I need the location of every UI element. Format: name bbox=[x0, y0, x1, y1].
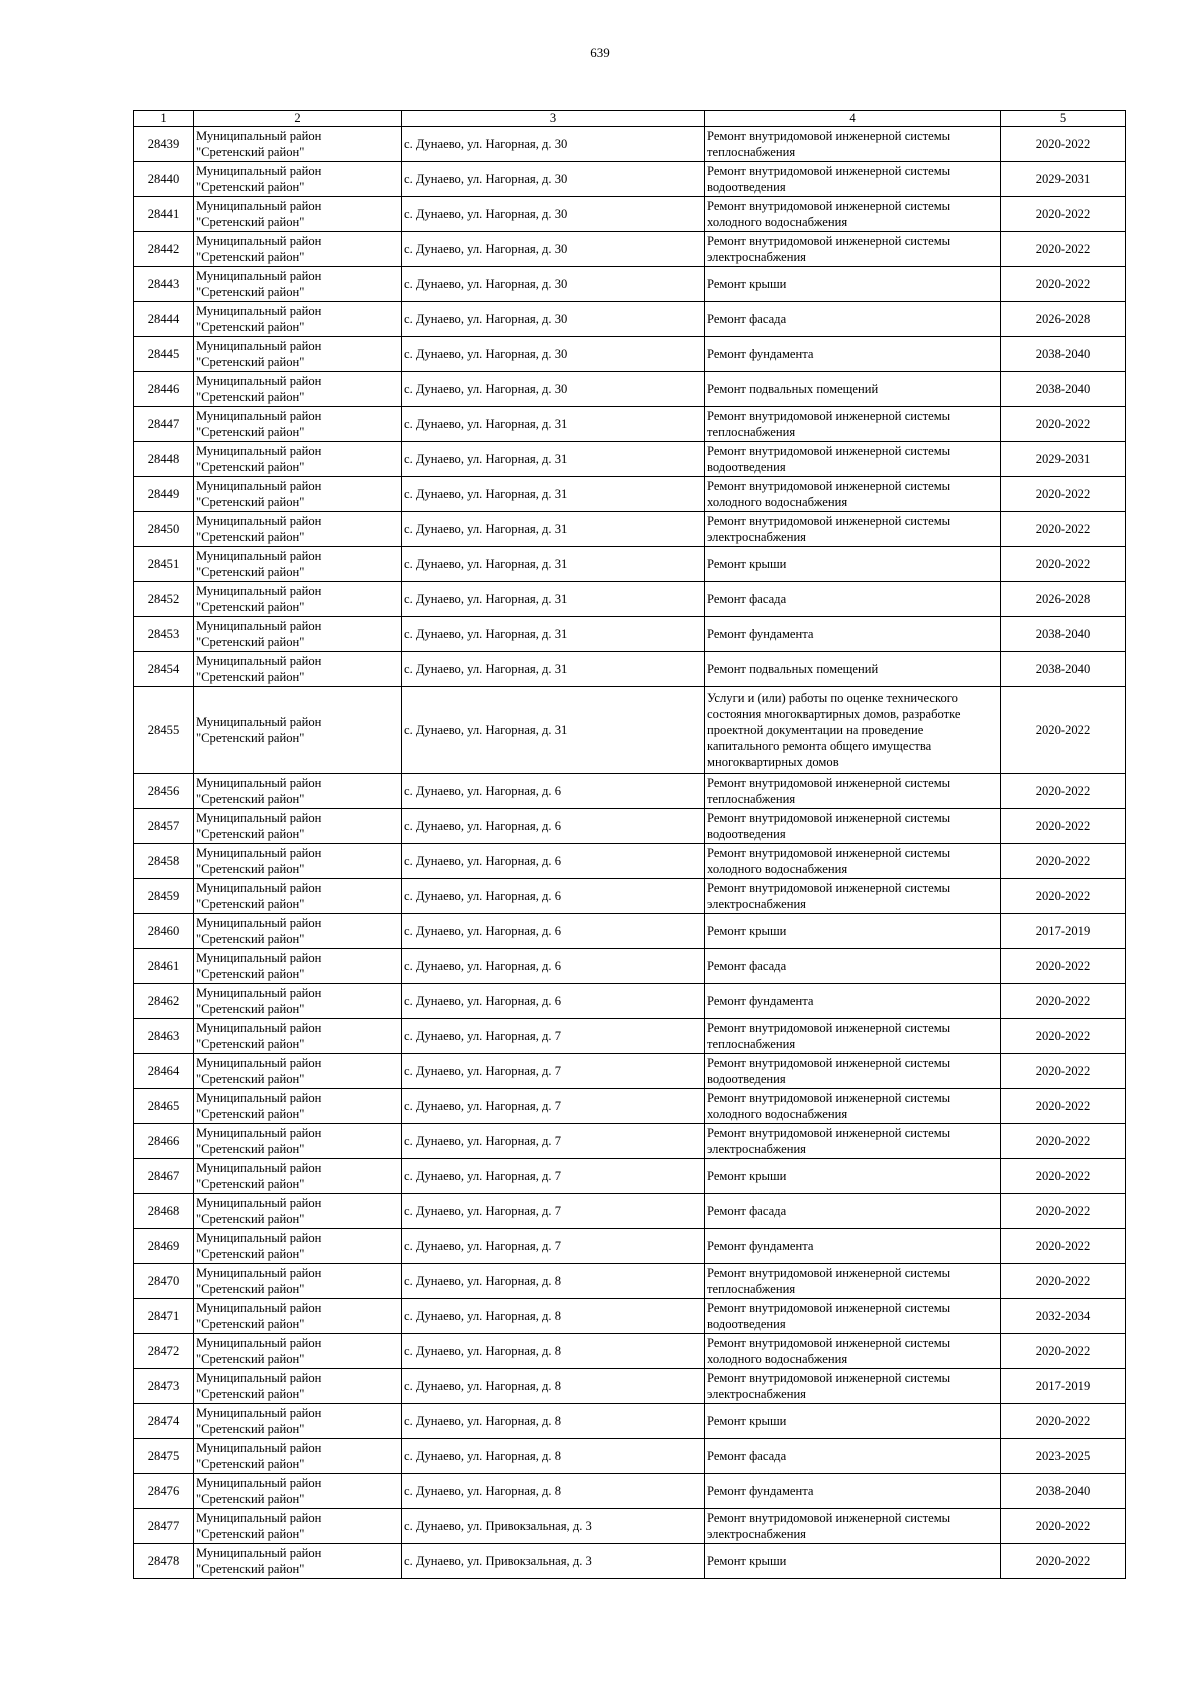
table-row bbox=[134, 809, 1126, 844]
table-row bbox=[134, 1264, 1126, 1299]
building-address: с. Дунаево, ул. Нагорная, д. 31 bbox=[402, 442, 705, 477]
work-type: Ремонт подвальных помещений bbox=[705, 652, 1001, 687]
municipal-district: Муниципальный район "Сретенский район" bbox=[194, 267, 402, 302]
municipal-district: Муниципальный район "Сретенский район" bbox=[194, 197, 402, 232]
planned-period: 2038-2040 bbox=[1001, 337, 1126, 372]
table-row bbox=[134, 1439, 1126, 1474]
planned-period: 2023-2025 bbox=[1001, 1439, 1126, 1474]
row-number: 28475 bbox=[134, 1439, 194, 1474]
municipal-district: Муниципальный район "Сретенский район" bbox=[194, 844, 402, 879]
table-row bbox=[134, 1404, 1126, 1439]
building-address: с. Дунаево, ул. Нагорная, д. 6 bbox=[402, 774, 705, 809]
work-type: Ремонт внутридомовой инженерной системы теплоснабжения bbox=[705, 1264, 1001, 1299]
work-type: Ремонт фундамента bbox=[705, 617, 1001, 652]
row-number: 28443 bbox=[134, 267, 194, 302]
work-type: Ремонт фундамента bbox=[705, 1474, 1001, 1509]
building-address: с. Дунаево, ул. Нагорная, д. 8 bbox=[402, 1369, 705, 1404]
header-row bbox=[134, 111, 1126, 127]
planned-period: 2020-2022 bbox=[1001, 1544, 1126, 1579]
municipal-district: Муниципальный район "Сретенский район" bbox=[194, 1369, 402, 1404]
column-header-1: 1 bbox=[134, 111, 194, 127]
municipal-district: Муниципальный район "Сретенский район" bbox=[194, 809, 402, 844]
building-address: с. Дунаево, ул. Нагорная, д. 6 bbox=[402, 984, 705, 1019]
work-type: Ремонт крыши bbox=[705, 1544, 1001, 1579]
row-number: 28442 bbox=[134, 232, 194, 267]
row-number: 28457 bbox=[134, 809, 194, 844]
municipal-district: Муниципальный район "Сретенский район" bbox=[194, 914, 402, 949]
row-number: 28446 bbox=[134, 372, 194, 407]
planned-period: 2038-2040 bbox=[1001, 1474, 1126, 1509]
building-address: с. Дунаево, ул. Нагорная, д. 30 bbox=[402, 232, 705, 267]
municipal-district: Муниципальный район "Сретенский район" bbox=[194, 1404, 402, 1439]
municipal-district: Муниципальный район "Сретенский район" bbox=[194, 337, 402, 372]
planned-period: 2020-2022 bbox=[1001, 1229, 1126, 1264]
row-number: 28447 bbox=[134, 407, 194, 442]
table-row bbox=[134, 512, 1126, 547]
work-type: Ремонт фундамента bbox=[705, 337, 1001, 372]
work-type: Ремонт внутридомовой инженерной системы теплоснабжения bbox=[705, 407, 1001, 442]
table-row bbox=[134, 1159, 1126, 1194]
table-row bbox=[134, 949, 1126, 984]
row-number: 28471 bbox=[134, 1299, 194, 1334]
table-row bbox=[134, 582, 1126, 617]
work-type: Ремонт внутридомовой инженерной системы электроснабжения bbox=[705, 1509, 1001, 1544]
work-type: Ремонт крыши bbox=[705, 1404, 1001, 1439]
municipal-district: Муниципальный район "Сретенский район" bbox=[194, 1019, 402, 1054]
building-address: с. Дунаево, ул. Нагорная, д. 7 bbox=[402, 1194, 705, 1229]
planned-period: 2020-2022 bbox=[1001, 1159, 1126, 1194]
work-type: Ремонт фундамента bbox=[705, 984, 1001, 1019]
planned-period: 2026-2028 bbox=[1001, 582, 1126, 617]
table-row bbox=[134, 1124, 1126, 1159]
building-address: с. Дунаево, ул. Нагорная, д. 31 bbox=[402, 477, 705, 512]
building-address: с. Дунаево, ул. Нагорная, д. 6 bbox=[402, 844, 705, 879]
table-row bbox=[134, 337, 1126, 372]
work-type: Ремонт внутридомовой инженерной системы водоотведения bbox=[705, 809, 1001, 844]
municipal-district: Муниципальный район "Сретенский район" bbox=[194, 617, 402, 652]
work-type: Ремонт внутридомовой инженерной системы водоотведения bbox=[705, 1299, 1001, 1334]
column-header-2: 2 bbox=[194, 111, 402, 127]
table-row bbox=[134, 372, 1126, 407]
work-type: Ремонт внутридомовой инженерной системы холодного водоснабжения bbox=[705, 197, 1001, 232]
table-row bbox=[134, 127, 1126, 162]
work-type: Ремонт фасада bbox=[705, 302, 1001, 337]
row-number: 28464 bbox=[134, 1054, 194, 1089]
building-address: с. Дунаево, ул. Нагорная, д. 8 bbox=[402, 1299, 705, 1334]
row-number: 28458 bbox=[134, 844, 194, 879]
building-address: с. Дунаево, ул. Привокзальная, д. 3 bbox=[402, 1509, 705, 1544]
row-number: 28461 bbox=[134, 949, 194, 984]
building-address: с. Дунаево, ул. Нагорная, д. 31 bbox=[402, 512, 705, 547]
row-number: 28444 bbox=[134, 302, 194, 337]
row-number: 28448 bbox=[134, 442, 194, 477]
work-type: Ремонт внутридомовой инженерной системы водоотведения bbox=[705, 162, 1001, 197]
work-type: Ремонт внутридомовой инженерной системы электроснабжения bbox=[705, 1124, 1001, 1159]
table-row bbox=[134, 1194, 1126, 1229]
table-row bbox=[134, 232, 1126, 267]
table-row bbox=[134, 617, 1126, 652]
planned-period: 2020-2022 bbox=[1001, 1019, 1126, 1054]
planned-period: 2020-2022 bbox=[1001, 547, 1126, 582]
table-row bbox=[134, 1544, 1126, 1579]
municipal-district: Муниципальный район "Сретенский район" bbox=[194, 1509, 402, 1544]
row-number: 28451 bbox=[134, 547, 194, 582]
building-address: с. Дунаево, ул. Нагорная, д. 7 bbox=[402, 1229, 705, 1264]
table-row bbox=[134, 162, 1126, 197]
building-address: с. Дунаево, ул. Нагорная, д. 8 bbox=[402, 1474, 705, 1509]
planned-period: 2029-2031 bbox=[1001, 442, 1126, 477]
row-number: 28449 bbox=[134, 477, 194, 512]
row-number: 28463 bbox=[134, 1019, 194, 1054]
planned-period: 2038-2040 bbox=[1001, 617, 1126, 652]
municipal-district: Муниципальный район "Сретенский район" bbox=[194, 582, 402, 617]
municipal-district: Муниципальный район "Сретенский район" bbox=[194, 1089, 402, 1124]
row-number: 28467 bbox=[134, 1159, 194, 1194]
building-address: с. Дунаево, ул. Нагорная, д. 7 bbox=[402, 1089, 705, 1124]
municipal-district: Муниципальный район "Сретенский район" bbox=[194, 162, 402, 197]
building-address: с. Дунаево, ул. Нагорная, д. 6 bbox=[402, 949, 705, 984]
work-type: Ремонт крыши bbox=[705, 914, 1001, 949]
planned-period: 2038-2040 bbox=[1001, 652, 1126, 687]
page-number: 639 bbox=[590, 45, 610, 60]
work-type: Ремонт внутридомовой инженерной системы электроснабжения bbox=[705, 879, 1001, 914]
table-row bbox=[134, 1509, 1126, 1544]
municipal-district: Муниципальный район "Сретенский район" bbox=[194, 1439, 402, 1474]
planned-period: 2017-2019 bbox=[1001, 1369, 1126, 1404]
table-row bbox=[134, 1474, 1126, 1509]
row-number: 28472 bbox=[134, 1334, 194, 1369]
row-number: 28478 bbox=[134, 1544, 194, 1579]
table-row bbox=[134, 267, 1126, 302]
municipal-district: Муниципальный район "Сретенский район" bbox=[194, 372, 402, 407]
building-address: с. Дунаево, ул. Нагорная, д. 7 bbox=[402, 1159, 705, 1194]
planned-period: 2029-2031 bbox=[1001, 162, 1126, 197]
table-header bbox=[134, 111, 1126, 127]
building-address: с. Дунаево, ул. Привокзальная, д. 3 bbox=[402, 1544, 705, 1579]
municipal-district: Муниципальный район "Сретенский район" bbox=[194, 1194, 402, 1229]
building-address: с. Дунаево, ул. Нагорная, д. 30 bbox=[402, 337, 705, 372]
municipal-district: Муниципальный район "Сретенский район" bbox=[194, 1229, 402, 1264]
planned-period: 2020-2022 bbox=[1001, 879, 1126, 914]
planned-period: 2020-2022 bbox=[1001, 1194, 1126, 1229]
work-type: Ремонт внутридомовой инженерной системы теплоснабжения bbox=[705, 774, 1001, 809]
work-type: Ремонт фасада bbox=[705, 949, 1001, 984]
building-address: с. Дунаево, ул. Нагорная, д. 31 bbox=[402, 582, 705, 617]
building-address: с. Дунаево, ул. Нагорная, д. 31 bbox=[402, 617, 705, 652]
work-type: Ремонт внутридомовой инженерной системы холодного водоснабжения bbox=[705, 1334, 1001, 1369]
municipal-district: Муниципальный район "Сретенский район" bbox=[194, 477, 402, 512]
municipal-district: Муниципальный район "Сретенский район" bbox=[194, 1544, 402, 1579]
building-address: с. Дунаево, ул. Нагорная, д. 7 bbox=[402, 1054, 705, 1089]
building-address: с. Дунаево, ул. Нагорная, д. 6 bbox=[402, 809, 705, 844]
planned-period: 2020-2022 bbox=[1001, 1124, 1126, 1159]
table-row bbox=[134, 547, 1126, 582]
building-address: с. Дунаево, ул. Нагорная, д. 30 bbox=[402, 197, 705, 232]
planned-period: 2020-2022 bbox=[1001, 1334, 1126, 1369]
planned-period: 2026-2028 bbox=[1001, 302, 1126, 337]
capital-repair-register-table bbox=[133, 110, 1126, 1579]
table-row bbox=[134, 1089, 1126, 1124]
row-number: 28460 bbox=[134, 914, 194, 949]
planned-period: 2020-2022 bbox=[1001, 949, 1126, 984]
municipal-district: Муниципальный район "Сретенский район" bbox=[194, 407, 402, 442]
municipal-district: Муниципальный район "Сретенский район" bbox=[194, 1474, 402, 1509]
municipal-district: Муниципальный район "Сретенский район" bbox=[194, 774, 402, 809]
planned-period: 2020-2022 bbox=[1001, 407, 1126, 442]
municipal-district: Муниципальный район "Сретенский район" bbox=[194, 949, 402, 984]
planned-period: 2020-2022 bbox=[1001, 774, 1126, 809]
table-row bbox=[134, 914, 1126, 949]
municipal-district: Муниципальный район "Сретенский район" bbox=[194, 652, 402, 687]
row-number: 28468 bbox=[134, 1194, 194, 1229]
building-address: с. Дунаево, ул. Нагорная, д. 8 bbox=[402, 1404, 705, 1439]
building-address: с. Дунаево, ул. Нагорная, д. 31 bbox=[402, 652, 705, 687]
table-row bbox=[134, 477, 1126, 512]
municipal-district: Муниципальный район "Сретенский район" bbox=[194, 127, 402, 162]
planned-period: 2020-2022 bbox=[1001, 1089, 1126, 1124]
planned-period: 2020-2022 bbox=[1001, 512, 1126, 547]
municipal-district: Муниципальный район "Сретенский район" bbox=[194, 1124, 402, 1159]
municipal-district: Муниципальный район "Сретенский район" bbox=[194, 1299, 402, 1334]
row-number: 28445 bbox=[134, 337, 194, 372]
building-address: с. Дунаево, ул. Нагорная, д. 30 bbox=[402, 127, 705, 162]
planned-period: 2020-2022 bbox=[1001, 1404, 1126, 1439]
table-row bbox=[134, 1229, 1126, 1264]
row-number: 28477 bbox=[134, 1509, 194, 1544]
building-address: с. Дунаево, ул. Нагорная, д. 30 bbox=[402, 372, 705, 407]
row-number: 28476 bbox=[134, 1474, 194, 1509]
planned-period: 2020-2022 bbox=[1001, 1264, 1126, 1299]
table-row bbox=[134, 652, 1126, 687]
municipal-district: Муниципальный район "Сретенский район" bbox=[194, 1054, 402, 1089]
building-address: с. Дунаево, ул. Нагорная, д. 31 bbox=[402, 687, 705, 774]
row-number: 28474 bbox=[134, 1404, 194, 1439]
row-number: 28473 bbox=[134, 1369, 194, 1404]
row-number: 28455 bbox=[134, 687, 194, 774]
work-type: Ремонт крыши bbox=[705, 547, 1001, 582]
row-number: 28470 bbox=[134, 1264, 194, 1299]
municipal-district: Муниципальный район "Сретенский район" bbox=[194, 1159, 402, 1194]
row-number: 28453 bbox=[134, 617, 194, 652]
municipal-district: Муниципальный район "Сретенский район" bbox=[194, 512, 402, 547]
building-address: с. Дунаево, ул. Нагорная, д. 30 bbox=[402, 162, 705, 197]
work-type: Ремонт крыши bbox=[705, 1159, 1001, 1194]
building-address: с. Дунаево, ул. Нагорная, д. 8 bbox=[402, 1334, 705, 1369]
municipal-district: Муниципальный район "Сретенский район" bbox=[194, 547, 402, 582]
table-row bbox=[134, 1369, 1126, 1404]
building-address: с. Дунаево, ул. Нагорная, д. 7 bbox=[402, 1124, 705, 1159]
building-address: с. Дунаево, ул. Нагорная, д. 6 bbox=[402, 914, 705, 949]
planned-period: 2020-2022 bbox=[1001, 687, 1126, 774]
table-row bbox=[134, 774, 1126, 809]
municipal-district: Муниципальный район "Сретенский район" bbox=[194, 302, 402, 337]
table-row bbox=[134, 302, 1126, 337]
work-type: Ремонт внутридомовой инженерной системы холодного водоснабжения bbox=[705, 844, 1001, 879]
work-type: Ремонт внутридомовой инженерной системы электроснабжения bbox=[705, 512, 1001, 547]
work-type: Ремонт фасада bbox=[705, 1194, 1001, 1229]
work-type: Ремонт фасада bbox=[705, 1439, 1001, 1474]
planned-period: 2020-2022 bbox=[1001, 267, 1126, 302]
work-type: Ремонт подвальных помещений bbox=[705, 372, 1001, 407]
work-type: Ремонт фасада bbox=[705, 582, 1001, 617]
row-number: 28439 bbox=[134, 127, 194, 162]
building-address: с. Дунаево, ул. Нагорная, д. 31 bbox=[402, 547, 705, 582]
column-header-3: 3 bbox=[402, 111, 705, 127]
building-address: с. Дунаево, ул. Нагорная, д. 30 bbox=[402, 267, 705, 302]
table-row bbox=[134, 687, 1126, 774]
row-number: 28440 bbox=[134, 162, 194, 197]
planned-period: 2038-2040 bbox=[1001, 372, 1126, 407]
work-type: Ремонт внутридомовой инженерной системы теплоснабжения bbox=[705, 127, 1001, 162]
table-row bbox=[134, 407, 1126, 442]
planned-period: 2020-2022 bbox=[1001, 984, 1126, 1019]
row-number: 28462 bbox=[134, 984, 194, 1019]
table-row bbox=[134, 197, 1126, 232]
municipal-district: Муниципальный район "Сретенский район" bbox=[194, 442, 402, 477]
row-number: 28465 bbox=[134, 1089, 194, 1124]
table-row bbox=[134, 1334, 1126, 1369]
row-number: 28466 bbox=[134, 1124, 194, 1159]
work-type: Ремонт внутридомовой инженерной системы теплоснабжения bbox=[705, 1019, 1001, 1054]
building-address: с. Дунаево, ул. Нагорная, д. 30 bbox=[402, 302, 705, 337]
work-type: Ремонт крыши bbox=[705, 267, 1001, 302]
table-row bbox=[134, 1019, 1126, 1054]
building-address: с. Дунаево, ул. Нагорная, д. 8 bbox=[402, 1264, 705, 1299]
row-number: 28454 bbox=[134, 652, 194, 687]
planned-period: 2020-2022 bbox=[1001, 1509, 1126, 1544]
work-type: Ремонт внутридомовой инженерной системы водоотведения bbox=[705, 442, 1001, 477]
column-header-5: 5 bbox=[1001, 111, 1126, 127]
planned-period: 2020-2022 bbox=[1001, 1054, 1126, 1089]
row-number: 28450 bbox=[134, 512, 194, 547]
row-number: 28469 bbox=[134, 1229, 194, 1264]
planned-period: 2020-2022 bbox=[1001, 197, 1126, 232]
building-address: с. Дунаево, ул. Нагорная, д. 6 bbox=[402, 879, 705, 914]
row-number: 28459 bbox=[134, 879, 194, 914]
building-address: с. Дунаево, ул. Нагорная, д. 7 bbox=[402, 1019, 705, 1054]
municipal-district: Муниципальный район "Сретенский район" bbox=[194, 1264, 402, 1299]
table-row bbox=[134, 844, 1126, 879]
row-number: 28456 bbox=[134, 774, 194, 809]
planned-period: 2020-2022 bbox=[1001, 232, 1126, 267]
row-number: 28452 bbox=[134, 582, 194, 617]
table-row bbox=[134, 984, 1126, 1019]
municipal-district: Муниципальный район "Сретенский район" bbox=[194, 687, 402, 774]
work-type: Ремонт внутридомовой инженерной системы холодного водоснабжения bbox=[705, 1089, 1001, 1124]
work-type: Ремонт внутридомовой инженерной системы холодного водоснабжения bbox=[705, 477, 1001, 512]
building-address: с. Дунаево, ул. Нагорная, д. 31 bbox=[402, 407, 705, 442]
work-type: Ремонт фундамента bbox=[705, 1229, 1001, 1264]
row-number: 28441 bbox=[134, 197, 194, 232]
table-row bbox=[134, 1054, 1126, 1089]
municipal-district: Муниципальный район "Сретенский район" bbox=[194, 879, 402, 914]
work-type: Услуги и (или) работы по оценке технического состояния многоквартирных домов, разработке проектной документации на проведение капитального ремонта общего имущества многоквартирных домов bbox=[705, 687, 1001, 774]
work-type: Ремонт внутридомовой инженерной системы электроснабжения bbox=[705, 232, 1001, 267]
table-row bbox=[134, 1299, 1126, 1334]
work-type: Ремонт внутридомовой инженерной системы электроснабжения bbox=[705, 1369, 1001, 1404]
municipal-district: Муниципальный район "Сретенский район" bbox=[194, 232, 402, 267]
planned-period: 2020-2022 bbox=[1001, 477, 1126, 512]
municipal-district: Муниципальный район "Сретенский район" bbox=[194, 1334, 402, 1369]
table-row bbox=[134, 879, 1126, 914]
planned-period: 2020-2022 bbox=[1001, 809, 1126, 844]
work-type: Ремонт внутридомовой инженерной системы водоотведения bbox=[705, 1054, 1001, 1089]
table-row bbox=[134, 442, 1126, 477]
planned-period: 2017-2019 bbox=[1001, 914, 1126, 949]
planned-period: 2020-2022 bbox=[1001, 127, 1126, 162]
building-address: с. Дунаево, ул. Нагорная, д. 8 bbox=[402, 1439, 705, 1474]
municipal-district: Муниципальный район "Сретенский район" bbox=[194, 984, 402, 1019]
planned-period: 2020-2022 bbox=[1001, 844, 1126, 879]
column-header-4: 4 bbox=[705, 111, 1001, 127]
table-body bbox=[134, 127, 1126, 1579]
planned-period: 2032-2034 bbox=[1001, 1299, 1126, 1334]
